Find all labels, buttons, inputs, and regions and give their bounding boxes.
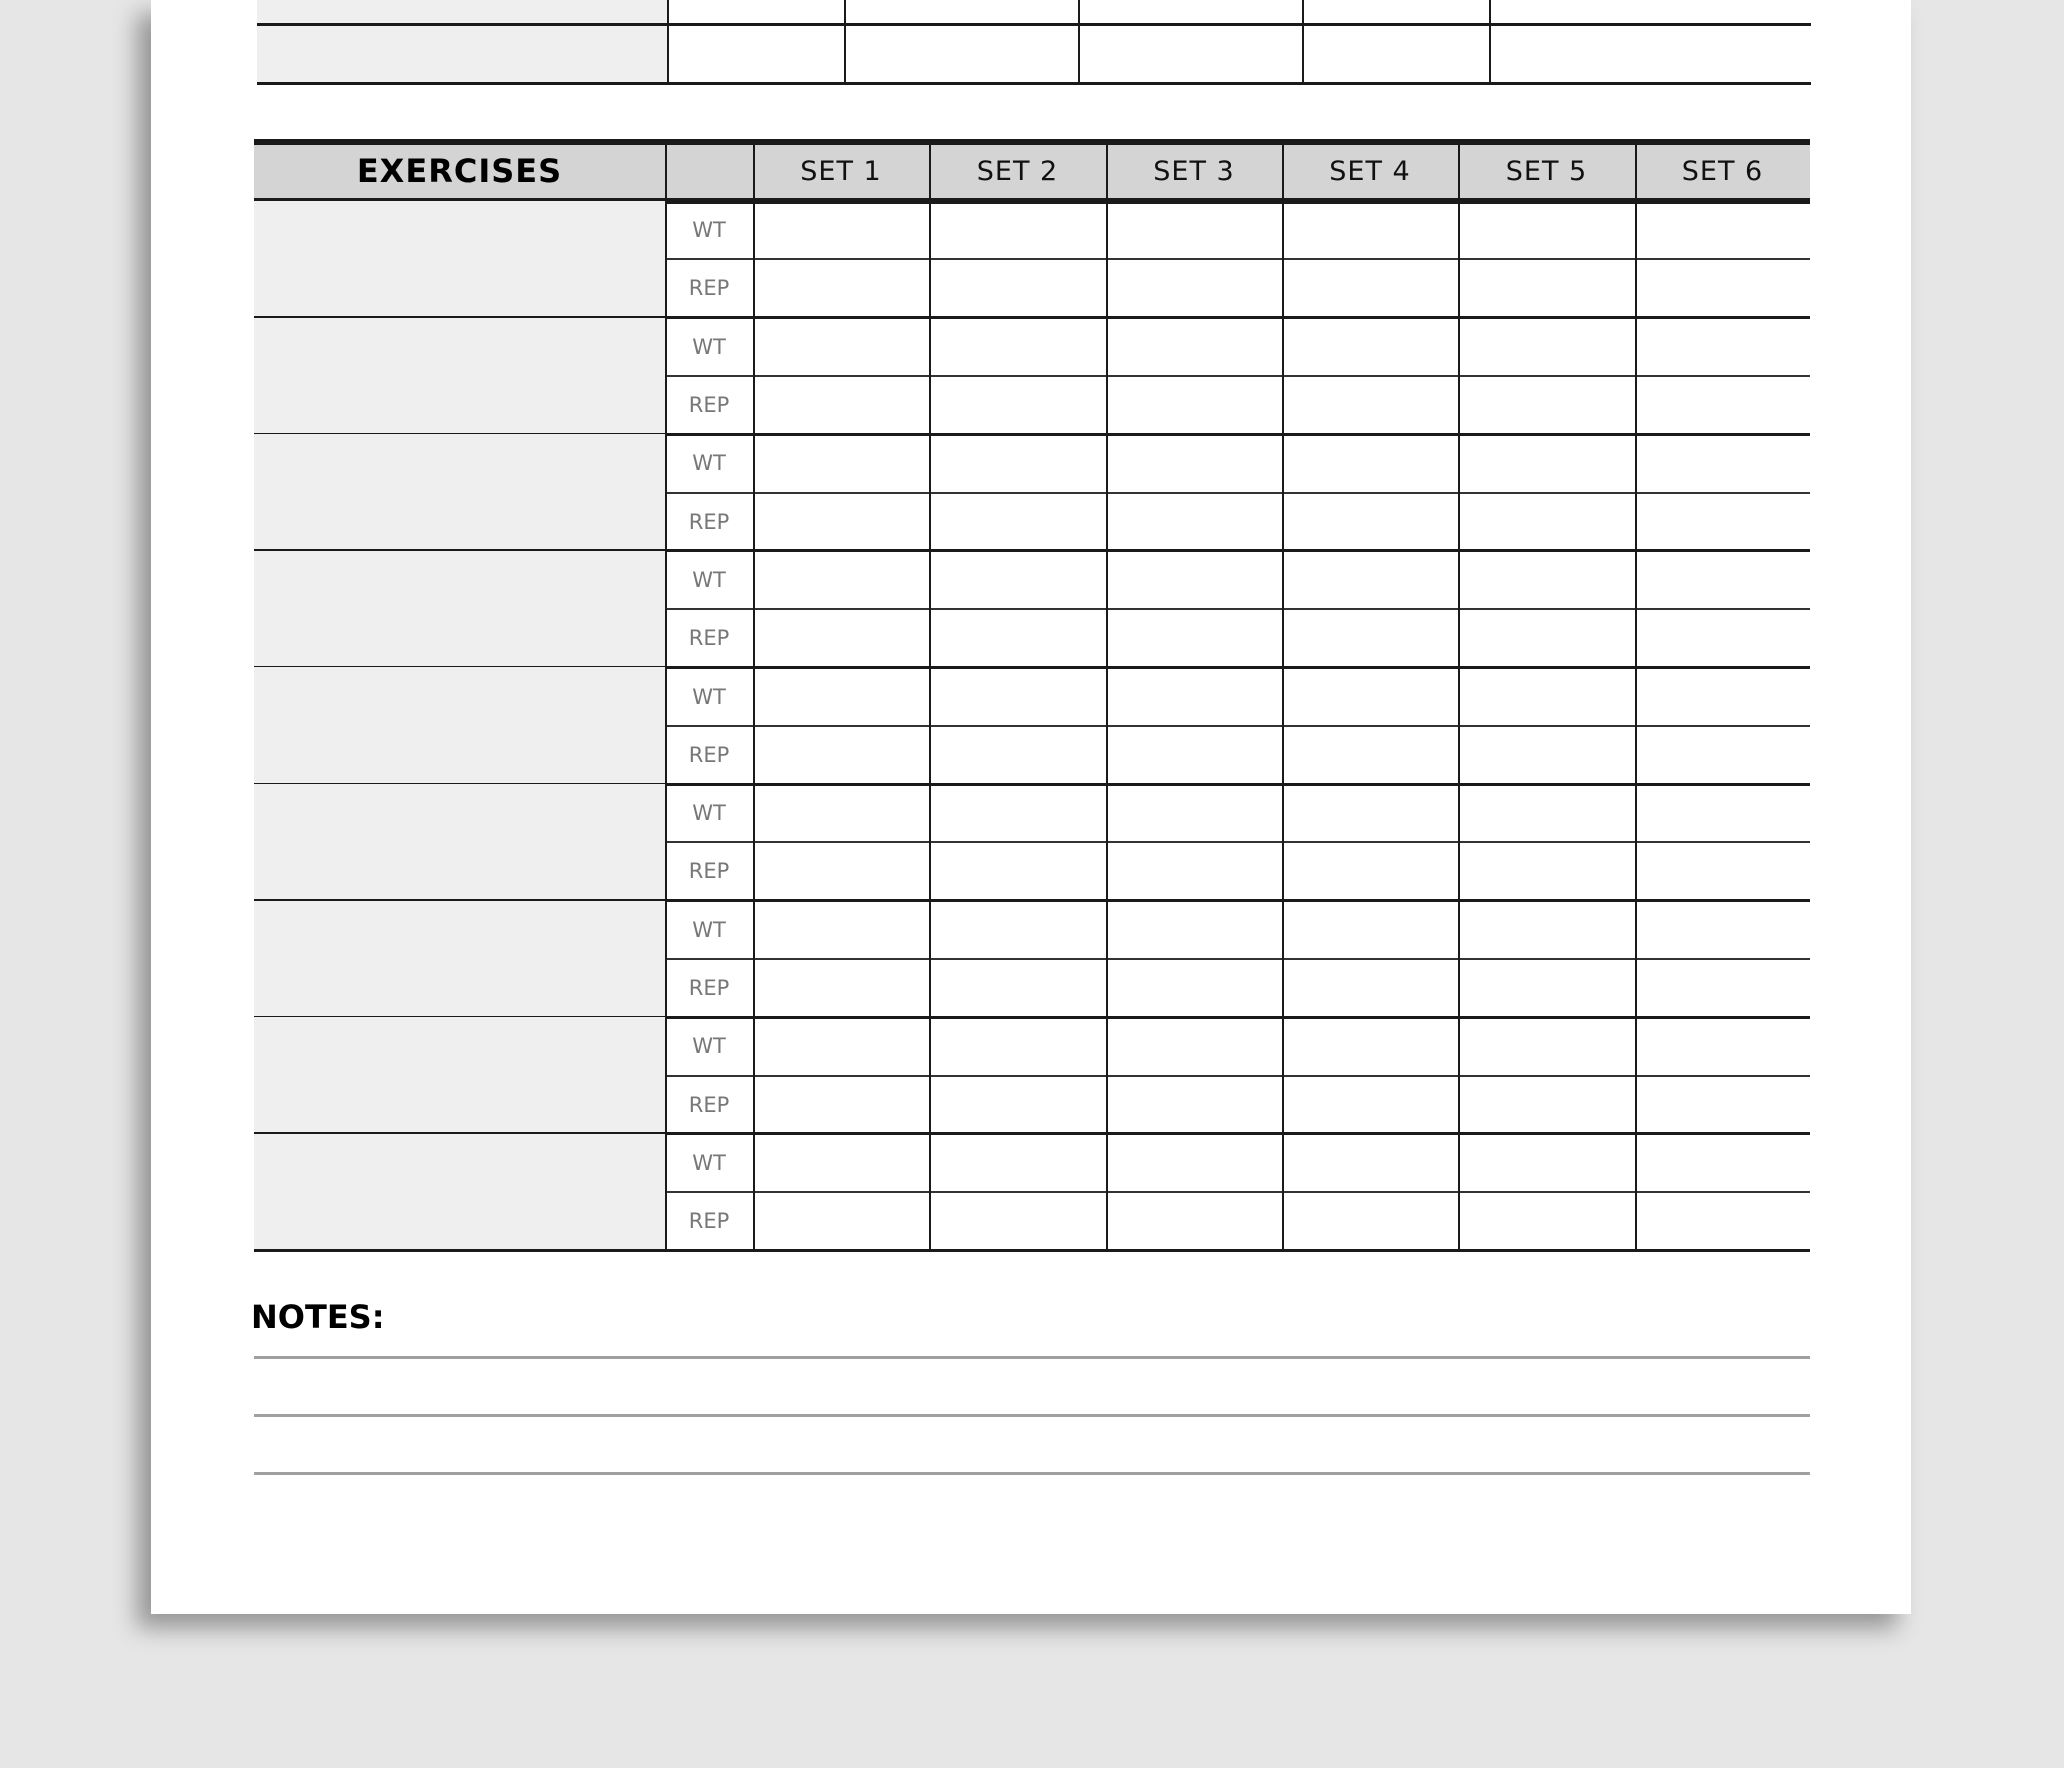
set-reps-cell[interactable]	[1635, 609, 1810, 667]
reps-label: REP	[688, 393, 730, 418]
set-weight-cell[interactable]	[1282, 784, 1458, 842]
weight-label: WT	[692, 218, 726, 243]
set-reps-cell[interactable]	[929, 726, 1106, 784]
weight-label: WT	[692, 684, 726, 709]
reps-label: REP	[688, 1209, 730, 1234]
set-reps-cell[interactable]	[929, 259, 1106, 317]
set-weight-cell[interactable]	[753, 1134, 929, 1192]
exercise-row-rule	[254, 1249, 1810, 1252]
reps-label: REP	[688, 276, 730, 301]
inner-row-rule	[665, 608, 1810, 610]
set-weight-cell[interactable]	[1458, 434, 1635, 492]
set-weight-cell[interactable]	[929, 318, 1106, 376]
set-reps-cell[interactable]	[1282, 376, 1458, 434]
row-rule	[257, 82, 1811, 85]
top-table-cell[interactable]	[1302, 26, 1489, 82]
set-weight-cell[interactable]	[1635, 318, 1810, 376]
inner-row-rule	[665, 725, 1810, 727]
exercise-name-cell[interactable]	[254, 318, 665, 435]
set-weight-cell[interactable]	[1458, 901, 1635, 959]
set-reps-cell[interactable]	[1106, 609, 1282, 667]
col-rule	[665, 141, 667, 1250]
set-weight-cell[interactable]	[1106, 784, 1282, 842]
set-weight-cell[interactable]	[1282, 551, 1458, 609]
reps-label: REP	[688, 976, 730, 1001]
set-weight-cell[interactable]	[753, 901, 929, 959]
set-reps-cell[interactable]	[1282, 726, 1458, 784]
set-reps-cell[interactable]	[753, 493, 929, 551]
set-reps-cell[interactable]	[1106, 1076, 1282, 1134]
set-reps-cell[interactable]	[1635, 842, 1810, 900]
set-weight-cell[interactable]	[929, 201, 1106, 259]
set-reps-cell[interactable]	[1106, 842, 1282, 900]
set-weight-cell[interactable]	[753, 201, 929, 259]
set-weight-cell[interactable]	[1282, 1017, 1458, 1075]
exercises-header: EXERCISES	[356, 152, 563, 190]
weight-label: WT	[692, 917, 726, 942]
col-rule	[1458, 141, 1460, 1250]
inner-row-rule	[665, 958, 1810, 960]
set-header-5: SET 5	[1505, 155, 1588, 187]
set-weight-cell[interactable]	[1635, 1134, 1810, 1192]
set-reps-cell[interactable]	[1635, 1192, 1810, 1250]
set-weight-cell[interactable]	[1458, 551, 1635, 609]
set-reps-cell[interactable]	[1458, 959, 1635, 1017]
set-reps-cell[interactable]	[929, 376, 1106, 434]
set-reps-cell[interactable]	[753, 259, 929, 317]
set-weight-cell[interactable]	[753, 318, 929, 376]
weight-label: WT	[692, 567, 726, 592]
top-table-cell[interactable]	[1489, 26, 1811, 82]
top-table-cell[interactable]	[257, 26, 667, 82]
set-weight-cell[interactable]	[929, 784, 1106, 842]
col-rule	[929, 141, 931, 1250]
set-reps-cell[interactable]	[929, 493, 1106, 551]
set-weight-cell[interactable]	[1106, 1017, 1282, 1075]
set-reps-cell[interactable]	[1635, 1076, 1810, 1134]
set-weight-cell[interactable]	[1282, 434, 1458, 492]
set-reps-cell[interactable]	[1106, 376, 1282, 434]
set-reps-cell[interactable]	[753, 959, 929, 1017]
set-weight-cell[interactable]	[1458, 318, 1635, 376]
exercise-name-cell[interactable]	[254, 551, 665, 668]
set-weight-cell[interactable]	[929, 901, 1106, 959]
set-reps-cell[interactable]	[1282, 493, 1458, 551]
set-reps-cell[interactable]	[1106, 959, 1282, 1017]
set-reps-cell[interactable]	[929, 842, 1106, 900]
set-weight-cell[interactable]	[753, 1017, 929, 1075]
set-reps-cell[interactable]	[1635, 726, 1810, 784]
notes-line[interactable]	[254, 1472, 1810, 1475]
inner-row-rule	[665, 492, 1810, 494]
weight-label: WT	[692, 1150, 726, 1175]
set-header-3: SET 3	[1153, 155, 1235, 187]
set-weight-cell[interactable]	[1458, 1134, 1635, 1192]
notes-line[interactable]	[254, 1414, 1810, 1417]
set-reps-cell[interactable]	[1458, 376, 1635, 434]
reps-label: REP	[688, 742, 730, 767]
reps-label: REP	[688, 859, 730, 884]
weight-label: WT	[692, 334, 726, 359]
exercise-name-cell[interactable]	[254, 201, 665, 318]
set-reps-cell[interactable]	[1282, 1076, 1458, 1134]
reps-label: REP	[688, 509, 730, 534]
exercise-name-cell[interactable]	[254, 1134, 665, 1251]
set-reps-cell[interactable]	[929, 1076, 1106, 1134]
inner-row-rule	[665, 841, 1810, 843]
set-reps-cell[interactable]	[1458, 1192, 1635, 1250]
set-weight-cell[interactable]	[1635, 784, 1810, 842]
set-weight-cell[interactable]	[1635, 901, 1810, 959]
set-weight-cell[interactable]	[1106, 667, 1282, 725]
set-weight-cell[interactable]	[929, 551, 1106, 609]
set-weight-cell[interactable]	[929, 434, 1106, 492]
inner-row-rule	[665, 1075, 1810, 1077]
col-rule	[1282, 141, 1284, 1250]
set-weight-cell[interactable]	[1106, 901, 1282, 959]
weight-label: WT	[692, 1034, 726, 1059]
set-reps-cell[interactable]	[1458, 493, 1635, 551]
set-reps-cell[interactable]	[1106, 726, 1282, 784]
set-reps-cell[interactable]	[929, 959, 1106, 1017]
set-weight-cell[interactable]	[1635, 1017, 1810, 1075]
set-weight-cell[interactable]	[1282, 318, 1458, 376]
inner-row-rule	[665, 1191, 1810, 1193]
set-weight-cell[interactable]	[929, 1017, 1106, 1075]
exercise-name-cell[interactable]	[254, 1017, 665, 1134]
set-weight-cell[interactable]	[1458, 1017, 1635, 1075]
set-reps-cell[interactable]	[1282, 959, 1458, 1017]
set-weight-cell[interactable]	[753, 434, 929, 492]
set-weight-cell[interactable]	[1635, 551, 1810, 609]
set-reps-cell[interactable]	[753, 726, 929, 784]
exercise-name-cell[interactable]	[254, 667, 665, 784]
inner-row-rule	[665, 258, 1810, 260]
set-weight-cell[interactable]	[929, 1134, 1106, 1192]
set-weight-cell[interactable]	[1458, 784, 1635, 842]
set-weight-cell[interactable]	[753, 551, 929, 609]
set-reps-cell[interactable]	[1635, 376, 1810, 434]
set-header-4: SET 4	[1329, 155, 1411, 187]
set-reps-cell[interactable]	[1458, 842, 1635, 900]
notes-line[interactable]	[254, 1356, 1810, 1359]
set-weight-cell[interactable]	[1635, 434, 1810, 492]
set-weight-cell[interactable]	[1458, 201, 1635, 259]
set-reps-cell[interactable]	[753, 842, 929, 900]
set-reps-cell[interactable]	[753, 1192, 929, 1250]
set-weight-cell[interactable]	[1635, 667, 1810, 725]
set-weight-cell[interactable]	[1282, 1134, 1458, 1192]
set-weight-cell[interactable]	[1106, 1134, 1282, 1192]
set-reps-cell[interactable]	[1635, 493, 1810, 551]
set-reps-cell[interactable]	[1635, 259, 1810, 317]
set-reps-cell[interactable]	[1106, 1192, 1282, 1250]
top-table-cell[interactable]	[1078, 26, 1302, 82]
set-reps-cell[interactable]	[1282, 259, 1458, 317]
set-weight-cell[interactable]	[1282, 667, 1458, 725]
set-reps-cell[interactable]	[753, 1076, 929, 1134]
weight-label: WT	[692, 801, 726, 826]
set-weight-cell[interactable]	[1635, 201, 1810, 259]
set-weight-cell[interactable]	[1106, 551, 1282, 609]
set-reps-cell[interactable]	[1106, 259, 1282, 317]
top-table-cell[interactable]	[667, 26, 844, 82]
set-weight-cell[interactable]	[1458, 667, 1635, 725]
set-reps-cell[interactable]	[753, 376, 929, 434]
set-weight-cell[interactable]	[1282, 901, 1458, 959]
reps-label: REP	[688, 1092, 730, 1117]
set-weight-cell[interactable]	[1106, 318, 1282, 376]
set-reps-cell[interactable]	[753, 609, 929, 667]
set-weight-cell[interactable]	[753, 667, 929, 725]
exercise-name-cell[interactable]	[254, 784, 665, 901]
set-reps-cell[interactable]	[1458, 1076, 1635, 1134]
set-header-2: SET 2	[976, 155, 1059, 187]
set-reps-cell[interactable]	[1458, 609, 1635, 667]
set-reps-cell[interactable]	[1635, 959, 1810, 1017]
set-weight-cell[interactable]	[1282, 201, 1458, 259]
col-rule	[1635, 141, 1637, 1250]
top-table-cell[interactable]	[844, 26, 1078, 82]
notes-label: NOTES:	[251, 1298, 385, 1336]
set-reps-cell[interactable]	[1282, 842, 1458, 900]
set-reps-cell[interactable]	[1106, 493, 1282, 551]
col-rule	[1106, 141, 1108, 1250]
set-header-1: SET 1	[800, 155, 882, 187]
reps-label: REP	[688, 626, 730, 651]
inner-row-rule	[665, 375, 1810, 377]
col-rule	[753, 141, 755, 1250]
set-reps-cell[interactable]	[1458, 259, 1635, 317]
set-weight-cell[interactable]	[1106, 201, 1282, 259]
set-weight-cell[interactable]	[929, 667, 1106, 725]
set-reps-cell[interactable]	[1282, 1192, 1458, 1250]
set-weight-cell[interactable]	[1106, 434, 1282, 492]
weight-label: WT	[692, 451, 726, 476]
set-header-6: SET 6	[1681, 155, 1764, 187]
exercise-name-cell[interactable]	[254, 901, 665, 1018]
set-reps-cell[interactable]	[1458, 726, 1635, 784]
exercise-name-cell[interactable]	[254, 434, 665, 551]
set-reps-cell[interactable]	[929, 1192, 1106, 1250]
set-reps-cell[interactable]	[929, 609, 1106, 667]
set-reps-cell[interactable]	[1282, 609, 1458, 667]
set-weight-cell[interactable]	[753, 784, 929, 842]
